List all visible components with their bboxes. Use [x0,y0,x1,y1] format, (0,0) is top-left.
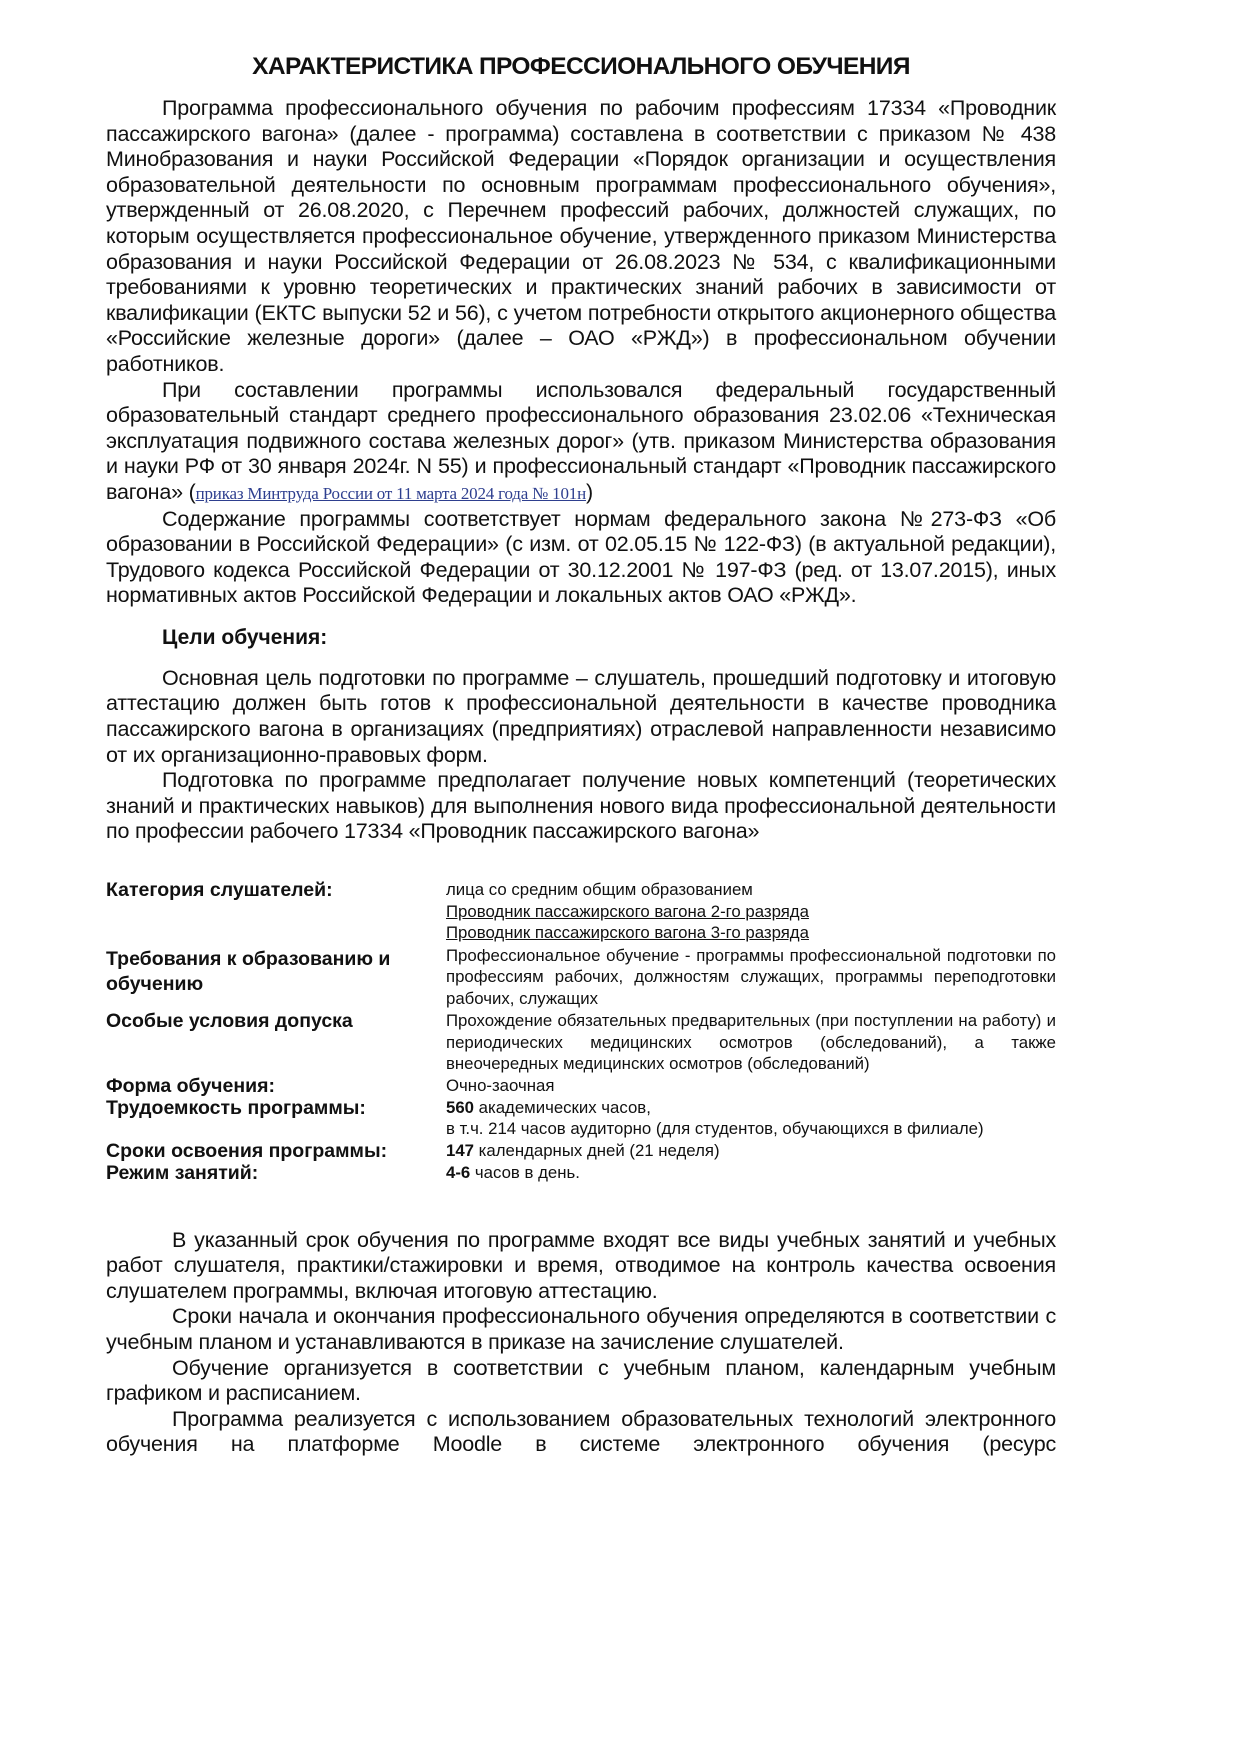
goals-heading: Цели обучения: [162,625,328,649]
intro-paragraph-2 [106,378,1056,507]
intro-paragraph-3: Содержание программы соответствует нормам федерального закона №273-ФЗ «Об образовании в Российской Федерации» (с изм. от 02.05.15 № 122-ФЗ) (в актуальной редакции), Трудового кодекса Российской Федерации от 30.12.2001 № 197-ФЗ (ред. от 13.07.2015), иных нормативных актов Российской Федерации и локальных актов ОАО «РЖД». [106,506,1056,608]
schedule-hours: 4-6 [446,1162,471,1182]
category-value: лица со средним общим образованием [446,880,753,900]
intro-paragraph-2-close: ) [585,479,593,504]
workload-note: в т.ч. 214 часов аудиторно (для студентов, обучающихся в филиале) [446,1119,984,1139]
info-row-schedule [106,1162,1056,1184]
admission-value: Прохождение обязательных предварительных (при поступлении на работу) и периодических медицинских осмотров (обследований), а также внеочередных медицинских осмотров (обследований) [446,1011,1056,1074]
program-info-table [106,879,1056,1184]
duration-unit: календарных дней (21 неделя) [474,1140,720,1160]
closing-section [106,1228,1056,1458]
document-title: ХАРАКТЕРИСТИКА ПРОФЕССИОНАЛЬНОГО ОБУЧЕНИЯ [252,53,910,80]
admission-label: Особые условия допуска [106,1010,353,1033]
workload-hours: 560 [446,1097,474,1117]
requirements-value: Профессиональное обучение - программы профессиональной подготовки по профессиям рабочих, должностям служащих, программы переподготовки рабочих, служащих [446,945,1056,1008]
intro-paragraph-2-text: При составлении программы использовался федеральный государственный образовательный стандарт среднего профессионального образования 23.02.06 «Техническая эксплуатация подвижного состава железных дорог» (утв. приказом Министерства образования и науки РФ от 30 января 2024г. N 55) и профессиональный стандарт «Проводник пассажирского вагона» ( [106,377,1056,504]
schedule-unit: часов в день. [470,1162,580,1182]
tail-paragraph-1: В указанный срок обучения по программе входят все виды учебных занятий и учебных работ слушателя, практики/стажировки и время, отводимое на контроль качества освоения слушателем программы, включая итоговую аттестацию. [106,1227,1056,1303]
duration-days: 147 [446,1140,474,1160]
category-link-grade-3[interactable]: Проводник пассажирского вагона 3-го разряда [446,923,809,943]
tail-paragraph-4: Программа реализуется с использованием образовательных технологий электронного обучения на платформе Moodle в системе электронного обучения (ресурс [106,1406,1056,1457]
workload-label: Трудоемкость программы: [106,1096,366,1119]
duration-label: Сроки освоения программы: [106,1139,388,1162]
category-link-grade-2[interactable]: Проводник пассажирского вагона 2-го разряда [446,901,809,921]
info-row-form [106,1075,1056,1097]
tail-paragraph-2: Сроки начала и окончания профессионального обучения определяются в соответствии с учебным планом и устанавливаются в приказе на зачисление слушателей. [106,1304,1056,1354]
form-label: Форма обучения: [106,1074,275,1097]
mintrud-order-link[interactable]: приказ Минтруда России от 11 марта 2024 года № 101н [195,483,586,503]
info-row-admission [106,1010,1056,1075]
requirements-label: Требования к образованию и обучению [106,947,391,995]
document-page [106,52,1056,1458]
info-row-category [106,879,1056,944]
info-row-requirements [106,945,1056,1010]
tail-paragraph-3: Обучение организуется в соответствии с учебным планом, календарным учебным графиком и расписанием. [106,1355,1056,1406]
info-row-workload [106,1097,1056,1140]
intro-paragraph-1: Программа профессионального обучения по рабочим профессиям 17334 «Проводник пассажирского вагона» (далее - программа) составлена в соответствии с приказом № 438 Минобразования и науки Российской Федерации «Порядок организации и осуществления образовательной деятельности по основным программам профессионального обучения», утвержденный от 26.08.2020, с Перечнем профессий рабочих, должностей служащих, по которым осуществляется профессиональное обучение, утвержденного приказом Министерства образования и науки Российской Федерации от 26.08.2023 № 534, с квалификационными требованиями к уровню теоретических и практических знаний рабочих в зависимости от квалификации (ЕКТС выпуски 52 и 56), с учетом потребности открытого акционерного общества «Российские железные дороги» (далее – ОАО «РЖД») в профессиональном обучении работников. [106,96,1056,376]
workload-unit: академических часов, [474,1097,651,1117]
goals-paragraph-2: Подготовка по программе предполагает получение новых компетенций (теоретических знаний и практических навыков) для выполнения нового вида профессиональной деятельности по профессии рабочего 17334 «Проводник пассажирского вагона» [106,768,1056,844]
goals-paragraph-1: Основная цель подготовки по программе – слушатель, прошедший подготовку и итоговую аттестацию должен быть готов к профессиональной деятельности в качестве проводника пассажирского вагона в организациях (предприятиях) отраслевой направленности независимо от их организационно-правовых форм. [106,665,1056,767]
form-value: Очно-заочная [446,1075,555,1095]
schedule-label: Режим занятий: [106,1161,259,1184]
category-label: Категория слушателей: [106,879,333,902]
info-row-duration [106,1140,1056,1162]
